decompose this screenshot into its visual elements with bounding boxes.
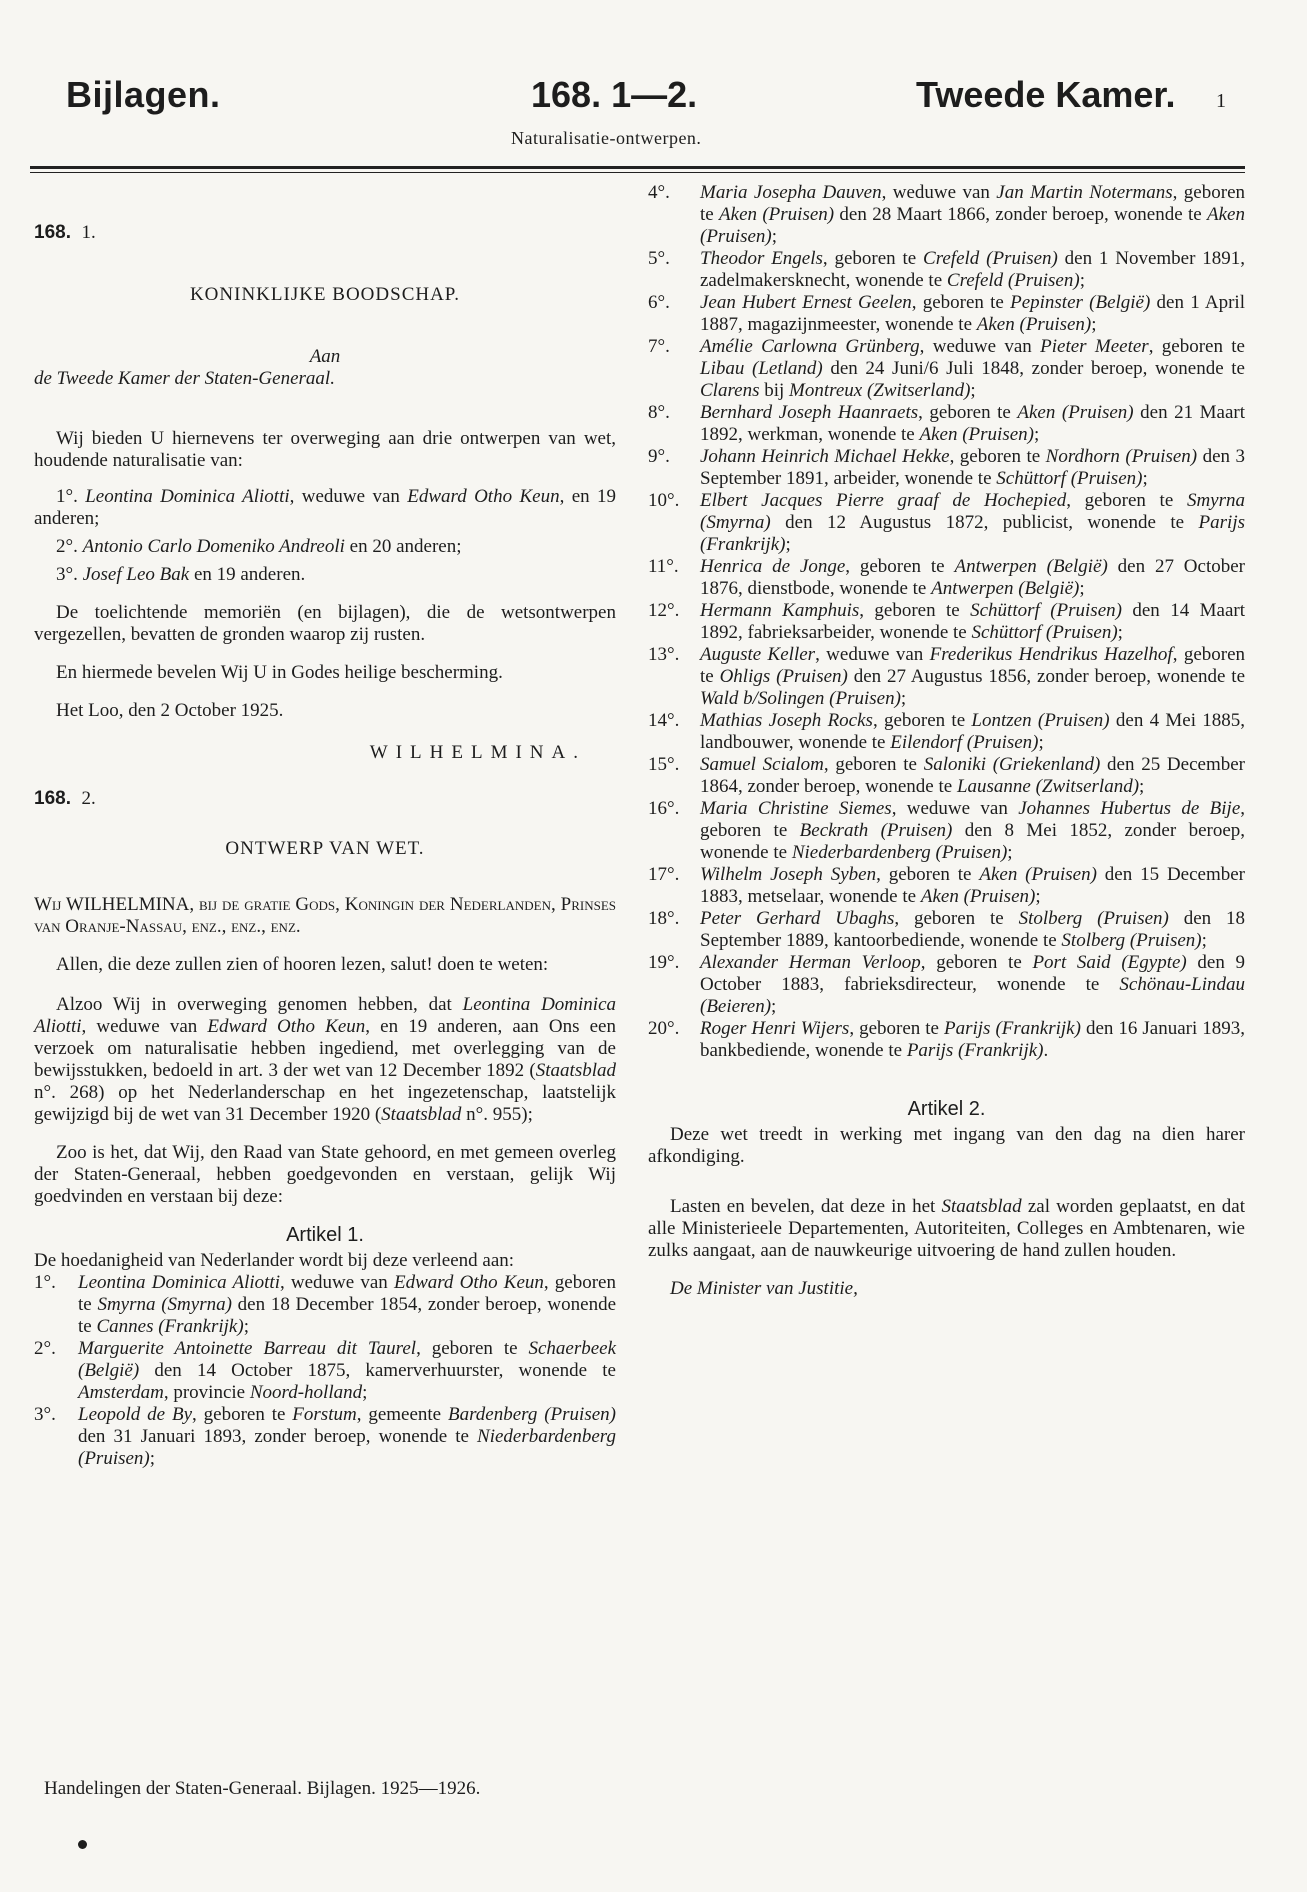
minister-signature: De Minister van Justitie,	[670, 1278, 858, 1299]
header-subtitle: Naturalisatie-ontwerpen.	[511, 128, 702, 148]
persons-list-left	[34, 1272, 616, 1470]
person-name-or-place: Nordhorn (Pruisen)	[1045, 446, 1198, 467]
person-name-or-place: Montreux (Zwitserland)	[789, 380, 971, 401]
person-detail: , geboren te	[894, 908, 1019, 929]
person-name-or-place: Aken (Pruisen)	[979, 864, 1097, 885]
person-name-or-place: Maria Josepha Dauven	[700, 182, 882, 203]
person-name-or-place: Bernhard Joseph Haanraets	[700, 402, 919, 423]
left-column	[34, 182, 616, 1470]
person-detail: ;	[149, 1448, 156, 1469]
person-name-or-place: Peter Gerhard Ubaghs	[700, 908, 895, 929]
header-right: Tweede Kamer.	[916, 74, 1176, 115]
person-detail: , weduwe van	[279, 1272, 394, 1293]
person-entry	[648, 644, 1245, 710]
artikel-1-heading: Artikel 1.	[286, 1224, 364, 1246]
person-name-or-place: Aken (Pruisen)	[700, 204, 1245, 247]
person-name-or-place: Samuel Scialom	[700, 754, 824, 775]
person-entry	[648, 556, 1245, 600]
person-text	[700, 1018, 1245, 1062]
person-detail: , geboren te	[849, 1018, 944, 1039]
person-text	[78, 1404, 616, 1470]
person-detail: ;	[1079, 270, 1085, 291]
alzoo-paragraph: Alzoo Wij in overweging genomen hebben, dat Leontina Dominica Aliotti, weduwe van Edward Otho Keun, en 19 anderen, aan Ons een verzoek om naturalisatie hebben ingediend, met overlegging van de bewijsstukken, bedoeld in art. 3 der wet van 12 December 1892 (Staatsblad n°. 268) op het Nederlanderschap en het ingezetenschap, laatstelijk gewijzigd bij de wet van 31 December 1920 (Staatsblad n°. 955);	[34, 994, 617, 1125]
person-detail: , geboren te	[823, 754, 924, 775]
person-detail: den 1 November 1891, zadelmakersknecht, wonende te	[700, 248, 1245, 291]
header-rule-thin	[30, 172, 1245, 173]
page-number: 1	[1216, 90, 1226, 112]
person-detail: , geboren te	[822, 248, 924, 269]
person-detail: , geboren te	[872, 710, 972, 731]
place-date: Het Loo, den 2 October 1925.	[56, 700, 284, 721]
person-detail: den 27 October 1876, dienstbode, wonende te	[700, 556, 1245, 599]
person-entry	[648, 446, 1245, 490]
person-name-or-place: Parijs (Frankrijk)	[944, 1018, 1081, 1039]
person-detail: ;	[1079, 578, 1085, 599]
list-item-mid: en 20 anderen;	[344, 536, 462, 557]
person-text	[700, 798, 1245, 864]
person-detail: ;	[900, 688, 907, 709]
person-number: 17°.	[648, 864, 680, 885]
person-entry	[648, 600, 1245, 644]
person-detail: ;	[243, 1316, 249, 1337]
person-number: 19°.	[648, 952, 680, 973]
person-name-or-place: Aken (Pruisen)	[719, 204, 835, 225]
preamble: Wij WILHELMINA, bij de gratie Gods, Koningin der Nederlanden, Prinses van Oranje-Nassau, enz., enz., enz.	[34, 894, 616, 937]
person-detail: ;	[785, 534, 791, 555]
person-entry	[648, 798, 1245, 864]
person-entry	[648, 754, 1245, 798]
person-number: 4°.	[648, 182, 670, 203]
zoo-paragraph: Zoo is het, dat Wij, den Raad van State gehoord, en met gemeen overleg der Staten-Generaal, hebben goedgevonden en verstaan, gelijk Wij goedvinden en verstaan bij deze:	[34, 1142, 616, 1207]
person-number: 13°.	[648, 644, 680, 665]
person-name-or-place: Eilendorf (Pruisen)	[890, 732, 1039, 753]
section-1-number: 168. 1.	[34, 222, 96, 243]
person-name-or-place: Aken (Pruisen)	[920, 886, 1036, 907]
person-number: 20°.	[648, 1018, 680, 1039]
person-detail: , geboren te	[1148, 336, 1245, 357]
page-footer: Handelingen der Staten-Generaal. Bijlagen. 1925—1926.	[44, 1778, 481, 1799]
list-item-name: Leontina Dominica Aliotti	[85, 486, 290, 507]
person-number: 2°.	[34, 1338, 56, 1359]
person-number: 1°.	[34, 1272, 56, 1293]
person-name-or-place: Elbert Jacques Pierre graaf de Hochepied	[700, 490, 1067, 511]
person-detail: ;	[1142, 468, 1148, 489]
person-number: 18°.	[648, 908, 680, 929]
person-name-or-place: Libau (Letland)	[700, 358, 823, 379]
person-entry	[648, 182, 1245, 248]
person-detail: ;	[362, 1382, 368, 1403]
person-text	[700, 402, 1245, 446]
person-name-or-place: Wilhelm Joseph Syben	[700, 864, 877, 885]
person-number: 6°.	[648, 292, 670, 313]
section-2-number: 168. 2.	[34, 788, 96, 809]
person-number: 15°.	[648, 754, 680, 775]
person-number: 14°.	[648, 710, 680, 731]
person-text	[700, 292, 1245, 336]
person-name-or-place: Leopold de By	[78, 1404, 193, 1425]
person-entry	[34, 1404, 616, 1470]
person-name-or-place: Hermann Kamphuis	[700, 600, 860, 621]
person-entry	[648, 710, 1245, 754]
person-detail: den 12 Augustus 1872, publicist, wonende te	[770, 512, 1199, 533]
person-entry	[648, 864, 1245, 908]
person-detail: den 3 September 1891, arbeider, wonende te	[700, 446, 1245, 489]
naturalisation-list-item	[34, 564, 616, 586]
person-number: 11°.	[648, 556, 679, 577]
person-name-or-place: Marguerite Antoinette Barreau dit Taurel	[78, 1338, 417, 1359]
naturalisation-list-item	[34, 486, 616, 530]
person-detail: , geboren te	[920, 952, 1033, 973]
person-name-or-place: Antwerpen (België)	[954, 556, 1108, 577]
person-name-or-place: Pepinster (België)	[1010, 292, 1151, 313]
list-item-name: Josef Leo Bak	[82, 564, 190, 585]
person-detail: ;	[1007, 842, 1013, 863]
person-detail: , geboren te	[845, 556, 955, 577]
persons-list-right	[648, 182, 1245, 1062]
person-number: 5°.	[648, 248, 670, 269]
person-name-or-place: Schüttorf (Pruisen)	[971, 622, 1118, 643]
person-text	[700, 952, 1245, 1018]
list-item-mid: en 19 anderen.	[189, 564, 306, 585]
person-detail: , geboren te	[876, 864, 980, 885]
list-item-mid: , weduwe van	[289, 486, 408, 507]
person-name-or-place: Smyrna (Smyrna)	[97, 1294, 232, 1315]
list-item-num: 3°.	[56, 564, 78, 585]
person-name-or-place: Niederbardenberg (Pruisen)	[78, 1426, 616, 1469]
person-detail: ;	[771, 226, 778, 247]
person-name-or-place: Leontina Dominica Aliotti	[78, 1272, 280, 1293]
naturalisation-list-item	[34, 536, 616, 558]
person-detail: , geboren te	[700, 644, 1246, 687]
intro-paragraph: Wij bieden U hiernevens ter overweging aan drie ontwerpen van wet, houdende naturalisatie van:	[34, 428, 616, 471]
list-item-name2: Edward Otho Keun	[407, 486, 560, 507]
artikel-2-text: Deze wet treedt in werking met ingang van den dag na dien harer afkondiging.	[648, 1124, 1245, 1167]
lasten-paragraph: Lasten en bevelen, dat deze in het Staatsblad zal worden geplaatst, en dat alle Ministerieele Departementen, Autoriteiten, Colleges en Ambtenaren, wie zulks aangaat, aan de nauwkeurige uitvoering de hand zullen houden.	[648, 1196, 1245, 1261]
person-number: 9°.	[648, 446, 670, 467]
person-detail: bij	[759, 380, 790, 401]
person-text	[700, 446, 1245, 490]
person-text	[78, 1272, 616, 1338]
person-text	[700, 644, 1245, 710]
person-name-or-place: Lausanne (Zwitserland)	[956, 776, 1140, 797]
person-detail: den 14 Maart 1892, fabrieksarbeider, wonende te	[700, 600, 1245, 643]
person-detail: den 24 Juni/6 Juli 1848, zonder beroep, wonende te	[822, 358, 1245, 379]
royal-signature: WILHELMINA.	[369, 742, 586, 763]
person-detail: , weduwe van	[881, 182, 997, 203]
person-name-or-place: Ohligs (Pruisen)	[719, 666, 848, 687]
person-entry	[648, 248, 1245, 292]
person-detail: ;	[970, 380, 976, 401]
person-entry	[34, 1338, 616, 1404]
person-text	[700, 336, 1245, 402]
person-name-or-place: Edward Otho Keun	[393, 1272, 544, 1293]
person-entry	[648, 490, 1245, 556]
person-detail: den 28 Maart 1866, zonder beroep, wonende te	[834, 204, 1208, 225]
person-detail: den 8 Mei 1852, zonder beroep, wonende te	[700, 820, 1246, 863]
person-name-or-place: Frederikus Hendrikus Hazelhof	[929, 644, 1173, 665]
person-name-or-place: Forstum	[292, 1404, 357, 1425]
person-name-or-place: Beckrath (Pruisen)	[799, 820, 953, 841]
person-detail: den 16 Januari 1893, bankbediende, wonende te	[700, 1018, 1245, 1061]
person-detail: den 31 Januari 1893, zonder beroep, wonende te	[78, 1426, 478, 1447]
page-header	[66, 68, 1246, 148]
person-detail: , geboren te	[78, 1272, 616, 1315]
person-text	[700, 182, 1245, 248]
person-name-or-place: Crefeld (Pruisen)	[946, 270, 1080, 291]
list-item-rest: , en 19 anderen;	[34, 486, 617, 529]
person-name-or-place: Parijs (Frankrijk)	[906, 1040, 1044, 1061]
naturalisation-list	[34, 486, 616, 586]
person-name-or-place: Crefeld (Pruisen)	[923, 248, 1058, 269]
person-name-or-place: Schüttorf (Pruisen)	[970, 600, 1122, 621]
person-name-or-place: Lontzen (Pruisen)	[971, 710, 1110, 731]
person-name-or-place: Antwerpen (België)	[931, 578, 1080, 599]
person-text	[700, 908, 1245, 952]
person-number: 10°.	[648, 490, 680, 511]
person-name-or-place: Bardenberg (Pruisen)	[448, 1404, 616, 1425]
person-detail: ;	[1091, 314, 1097, 335]
artikel-2-heading: Artikel 2.	[907, 1098, 986, 1120]
person-detail: , geboren te	[918, 402, 1018, 423]
person-detail: ;	[1139, 776, 1145, 797]
person-name-or-place: Jan Martin Notermans	[996, 182, 1173, 203]
toelichting-paragraph: De toelichtende memoriën (en bijlagen), die de wetsontwerpen vergezellen, bevatten de gronden waarop zij rusten.	[34, 602, 616, 645]
person-name-or-place: Schüttorf (Pruisen)	[996, 468, 1143, 489]
person-name-or-place: Aken (Pruisen)	[976, 314, 1092, 335]
person-text	[700, 490, 1245, 556]
person-text	[700, 710, 1245, 754]
person-detail: ;	[1033, 424, 1040, 445]
list-item-name: Antonio Carlo Domeniko Andreoli	[82, 536, 345, 557]
person-detail: , geboren te	[192, 1404, 293, 1425]
person-detail: ;	[1035, 886, 1041, 907]
person-name-or-place: Wald b/Solingen (Pruisen)	[700, 688, 901, 709]
person-name-or-place: Johannes Hubertus de Bije	[1018, 798, 1241, 819]
person-name-or-place: Henrica de Jonge	[700, 556, 846, 577]
list-item-num: 2°.	[56, 536, 78, 557]
allen-paragraph: Allen, die deze zullen zien of hooren lezen, salut! doen te weten:	[56, 954, 549, 975]
person-detail: ;	[771, 996, 777, 1017]
person-name-or-place: Cannes (Frankrijk)	[96, 1316, 244, 1337]
person-detail: , geboren te	[911, 292, 1011, 313]
person-text	[700, 754, 1245, 798]
person-detail: den 15 December 1883, metselaar, wonende te	[700, 864, 1245, 907]
person-number: 7°.	[648, 336, 670, 357]
person-detail: ;	[1117, 622, 1123, 643]
person-name-or-place: Pieter Meeter	[1040, 336, 1149, 357]
person-name-or-place: Niederbardenberg (Pruisen)	[791, 842, 1008, 863]
person-detail: , geboren te	[700, 182, 1245, 225]
person-name-or-place: Theodor Engels	[700, 248, 823, 269]
person-detail: , weduwe van	[919, 336, 1041, 357]
person-detail: , gemeente	[356, 1404, 448, 1425]
person-text	[700, 600, 1245, 644]
person-detail: ;	[1201, 930, 1207, 951]
person-name-or-place: Johann Heinrich Michael Hekke	[700, 446, 950, 467]
person-number: 16°.	[648, 798, 680, 819]
person-detail: den 14 October 1875, kamerverhuurster, wonende te	[139, 1360, 616, 1381]
person-detail: , geboren te	[1066, 490, 1187, 511]
person-name-or-place: Aken (Pruisen)	[1017, 402, 1134, 423]
person-name-or-place: Stolberg (Pruisen)	[1018, 908, 1169, 929]
person-name-or-place: Smyrna (Smyrna)	[700, 490, 1245, 533]
person-entry	[34, 1272, 616, 1338]
person-detail: den 25 December 1864, zonder beroep, wonende te	[700, 754, 1245, 797]
section-1-title: KONINKLIJKE BOODSCHAP.	[189, 284, 461, 305]
person-name-or-place: Maria Christine Siemes	[700, 798, 892, 819]
person-detail: .	[1043, 1040, 1049, 1061]
person-number: 8°.	[648, 402, 670, 423]
person-name-or-place: Auguste Keller	[700, 644, 816, 665]
person-detail: den 18 December 1854, zonder beroep, wonende te	[78, 1294, 616, 1337]
person-detail: , geboren te	[416, 1338, 529, 1359]
person-detail: den 27 Augustus 1856, zonder beroep, wonende te	[847, 666, 1246, 687]
person-detail: , weduwe van	[815, 644, 930, 665]
bullet-mark	[78, 1840, 87, 1849]
person-detail: , geboren te	[949, 446, 1046, 467]
bevelen-paragraph: En hiermede bevelen Wij U in Godes heilige bescherming.	[56, 662, 503, 683]
person-name-or-place: Jean Hubert Ernest Geelen	[700, 292, 912, 313]
person-entry	[648, 336, 1245, 402]
person-entry	[648, 292, 1245, 336]
person-name-or-place: Port Said (Egypte)	[1032, 952, 1187, 973]
person-text	[700, 556, 1245, 600]
person-text	[700, 248, 1245, 292]
person-name-or-place: Aken (Pruisen)	[919, 424, 1034, 445]
addressee-aan: Aan	[309, 346, 341, 367]
person-detail: den 9 October 1883, fabrieksdirecteur, wonende te	[700, 952, 1245, 995]
person-number: 3°.	[34, 1404, 56, 1425]
person-name-or-place: Alexander Herman Verloop	[700, 952, 921, 973]
person-number: 12°.	[648, 600, 680, 621]
person-detail: , geboren te	[700, 798, 1246, 841]
right-column	[648, 182, 1245, 1300]
person-detail: , provincie	[163, 1382, 250, 1403]
person-name-or-place: Schaerbeek (België)	[78, 1338, 617, 1381]
person-name-or-place: Roger Henri Wijers	[700, 1018, 850, 1039]
person-detail: den 21 Maart 1892, werkman, wonende te	[700, 402, 1246, 445]
person-name-or-place: Schönau-Lindau (Beieren)	[700, 974, 1245, 1017]
header-left: Bijlagen.	[66, 74, 221, 115]
person-name-or-place: Amsterdam	[78, 1382, 164, 1403]
person-name-or-place: Stolberg (Pruisen)	[1061, 930, 1202, 951]
person-entry	[648, 908, 1245, 952]
header-center: 168. 1—2.	[531, 74, 698, 115]
person-detail: ;	[1038, 732, 1044, 753]
person-detail: den 1 April 1887, magazijnmeester, wonende te	[700, 292, 1245, 335]
person-name-or-place: Parijs (Frankrijk)	[700, 512, 1245, 555]
person-name-or-place: Mathias Joseph Rocks	[700, 710, 873, 731]
person-entry	[648, 402, 1245, 446]
person-name-or-place: Noord-holland	[249, 1382, 363, 1403]
section-2-title: ONTWERP VAN WET.	[225, 838, 425, 859]
person-text	[700, 864, 1245, 908]
person-detail: , geboren te	[859, 600, 971, 621]
hoedanigheid-paragraph: De hoedanigheid van Nederlander wordt bij deze verleend aan:	[34, 1250, 515, 1271]
person-name-or-place: Amélie Carlowna Grünberg	[700, 336, 920, 357]
person-detail: den 18 September 1889, kantoorbediende, wonende te	[700, 908, 1246, 951]
person-name-or-place: Saloniki (Griekenland)	[923, 754, 1101, 775]
header-rule	[30, 166, 1245, 169]
person-detail: den 4 Mei 1885, landbouwer, wonende te	[700, 710, 1246, 753]
person-entry	[648, 1018, 1245, 1062]
person-name-or-place: Clarens	[700, 380, 760, 401]
person-detail: , weduwe van	[891, 798, 1019, 819]
person-entry	[648, 952, 1245, 1018]
addressee: de Tweede Kamer der Staten-Generaal.	[34, 368, 335, 389]
list-item-num: 1°.	[56, 486, 78, 507]
person-text	[78, 1338, 616, 1404]
